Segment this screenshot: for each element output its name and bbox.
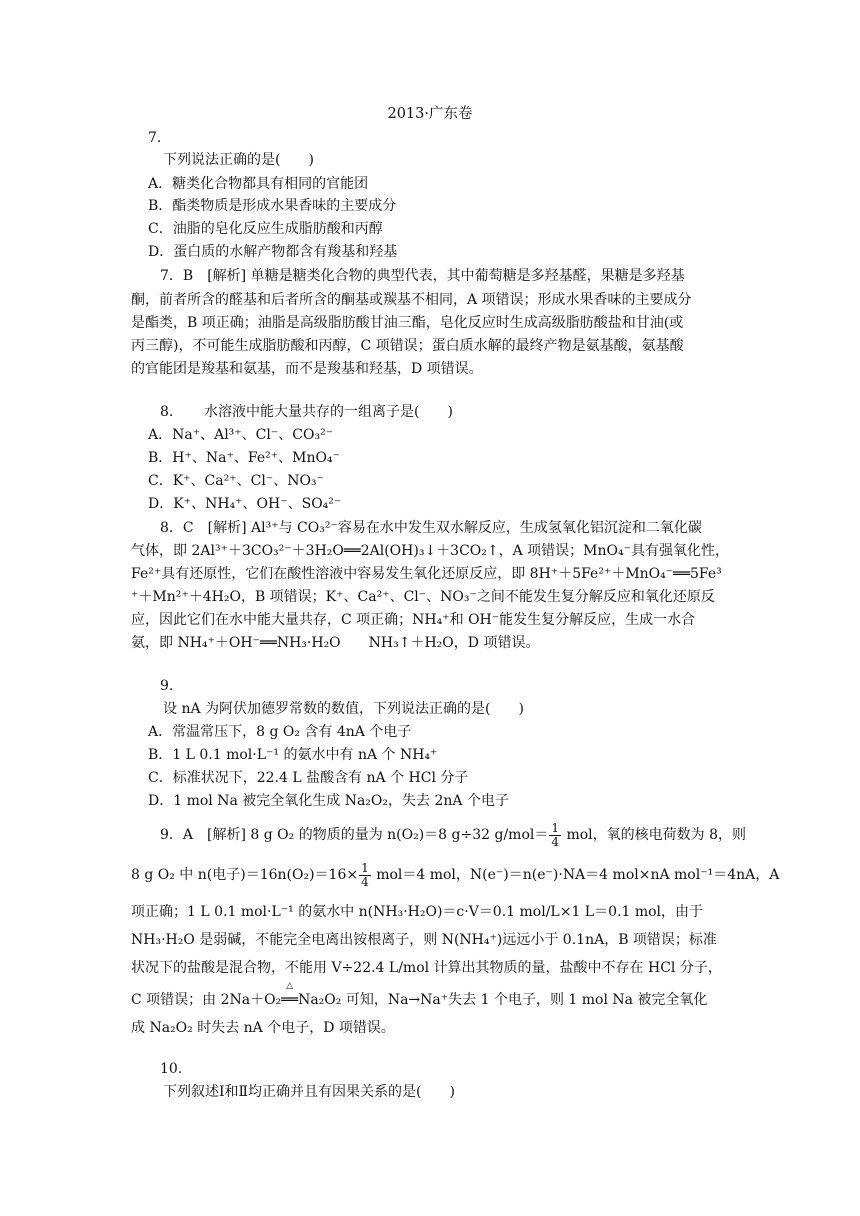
heating-condition-sign: △ ══ <box>281 990 298 1010</box>
option-b: B．酯类物质是形成水果香味的主要成分 <box>148 198 397 214</box>
option-b: B．H⁺、Na⁺、Fe²⁺、MnO₄⁻ <box>148 450 340 466</box>
question-number: 8. <box>160 404 174 420</box>
answer-line: 状况下的盐酸是混合物，不能用 V÷22.4 L/mol 计算出其物质的量，盐酸中不存在 HCl 分子， <box>131 960 722 976</box>
option-b: B．1 L 0.1 mol·L⁻¹ 的氨水中有 nA 个 NH₄⁺ <box>148 747 438 763</box>
answer-text: mol＝4 mol，N(e⁻)＝n(e⁻)·NA＝4 mol×nA mol⁻¹＝4nA，A <box>376 867 780 883</box>
option-c: C．K⁺、Ca²⁺、Cl⁻、NO₃⁻ <box>148 473 324 489</box>
answer-line: 的官能团是羧基和氨基，而不是羧基和羟基，D 项错误。 <box>131 361 483 377</box>
answer-line <box>131 990 707 1010</box>
option-a: A．Na⁺、Al³⁺、Cl⁻、CO₃²⁻ <box>148 427 334 443</box>
question-stem: 下列叙述Ⅰ和Ⅱ均正确并且有因果关系的是( ) <box>163 1084 455 1100</box>
option-d: D．蛋白质的水解产物都含有羧基和羟基 <box>148 244 398 260</box>
answer-line: 丙三醇)，不可能生成脂肪酸和丙醇，C 项错误；蛋白质水解的最终产物是氨基酸，氨基酸 <box>131 338 684 354</box>
answer-line: 项正确；1 L 0.1 mol·L⁻¹ 的氨水中 n(NH₃·H₂O)＝c·V＝0.1 mol/L×1 L＝0.1 mol，由于 <box>131 904 704 920</box>
question-stem: 下列说法正确的是( ) <box>163 152 314 168</box>
answer-text: Na₂O₂ 可知，Na→Na⁺失去 1 个电子，则 1 mol Na 被完全氧化 <box>298 992 708 1008</box>
fraction <box>549 822 561 849</box>
question-stem: 设 nA 为阿伏加德罗常数的数值，下列说法正确的是( ) <box>163 701 524 717</box>
page-title: 2013·广东卷 <box>387 106 473 122</box>
answer-line: 是酯类，B 项正确；油脂是高级脂肪酸甘油三酯，皂化反应时生成高级脂肪酸盐和甘油(或 <box>131 315 684 331</box>
answer-line: 7．B [解析] 单糖是糖类化合物的典型代表，其中葡萄糖是多羟基醛，果糖是多羟基 <box>160 268 685 284</box>
answer-text: 8 g O₂ 中 n(电子)＝16n(O₂)＝16× <box>131 867 359 883</box>
option-c: C．标准状况下，22.4 L 盐酸含有 nA 个 HCl 分子 <box>148 770 469 786</box>
answer-text: mol，氧的核电荷数为 8，则 <box>566 827 746 843</box>
fraction-denominator: 4 <box>551 834 559 849</box>
option-a: A．常温常压下，8 g O₂ 含有 4nA 个电子 <box>148 724 412 740</box>
fraction-numerator: 1 <box>361 860 369 875</box>
answer-line: 氨，即 NH₄⁺＋OH⁻══NH₃·H₂O NH₃↑＋H₂O，D 项错误。 <box>131 635 540 651</box>
option-a: A．糖类化合物都具有相同的官能团 <box>148 176 369 192</box>
answer-line: NH₃·H₂O 是弱碱，不能完全电离出铵根离子，则 N(NH₄⁺)远远小于 0.1nA，B 项错误；标准 <box>131 932 717 948</box>
answer-line: 气体，即 2Al³⁺＋3CO₃²⁻＋3H₂O══2Al(OH)₃↓＋3CO₂↑，A 项错误；MnO₄⁻具有强氧化性， <box>131 543 729 559</box>
question-stem: 水溶液中能大量共存的一组离子是( ) <box>204 404 453 420</box>
answer-line: 应，因此它们在水中能大量共存，C 项正确；NH₄⁺和 OH⁻能发生复分解反应，生成一水合 <box>131 612 696 628</box>
fraction-numerator: 1 <box>551 820 559 835</box>
answer-text: 9．A [解析] 8 g O₂ 的物质的量为 n(O₂)＝8 g÷32 g/mol＝ <box>160 827 549 843</box>
answer-text: C 项错误；由 2Na＋O₂ <box>131 992 282 1008</box>
answer-line <box>160 820 746 850</box>
answer-line: 酮，前者所含的醛基和后者所含的酮基或羰基不相同，A 项错误；形成水果香味的主要成分 <box>131 292 692 308</box>
option-d: D．1 mol Na 被完全氧化生成 Na₂O₂，失去 2nA 个电子 <box>148 793 509 809</box>
answer-line: 8．C [解析] Al³⁺与 CO₃²⁻容易在水中发生双水解反应，生成氢氧化铝沉淀和二氧化碳 <box>160 520 702 536</box>
question-number: 10. <box>160 1061 183 1077</box>
question-number: 7. <box>148 130 162 146</box>
option-d: D．K⁺、NH₄⁺、OH⁻、SO₄²⁻ <box>148 496 342 512</box>
option-c: C．油脂的皂化反应生成脂肪酸和丙醇 <box>148 221 383 237</box>
fraction-denominator: 4 <box>361 874 369 889</box>
answer-line <box>131 860 779 890</box>
answer-line: ⁺＋Mn²⁺＋4H₂O，B 项错误；K⁺、Ca²⁺、Cl⁻、NO₃⁻之间不能发生复分解反应和氧化还原反 <box>131 589 715 605</box>
fraction <box>359 862 371 889</box>
answer-line: Fe²⁺具有还原性，它们在酸性溶液中容易发生氧化还原反应，即 8H⁺＋5Fe²⁺＋MnO₄⁻══5Fe³ <box>131 566 722 582</box>
answer-line: 成 Na₂O₂ 时失去 nA 个电子，D 项错误。 <box>131 1020 395 1036</box>
question-number: 9. <box>160 678 174 694</box>
